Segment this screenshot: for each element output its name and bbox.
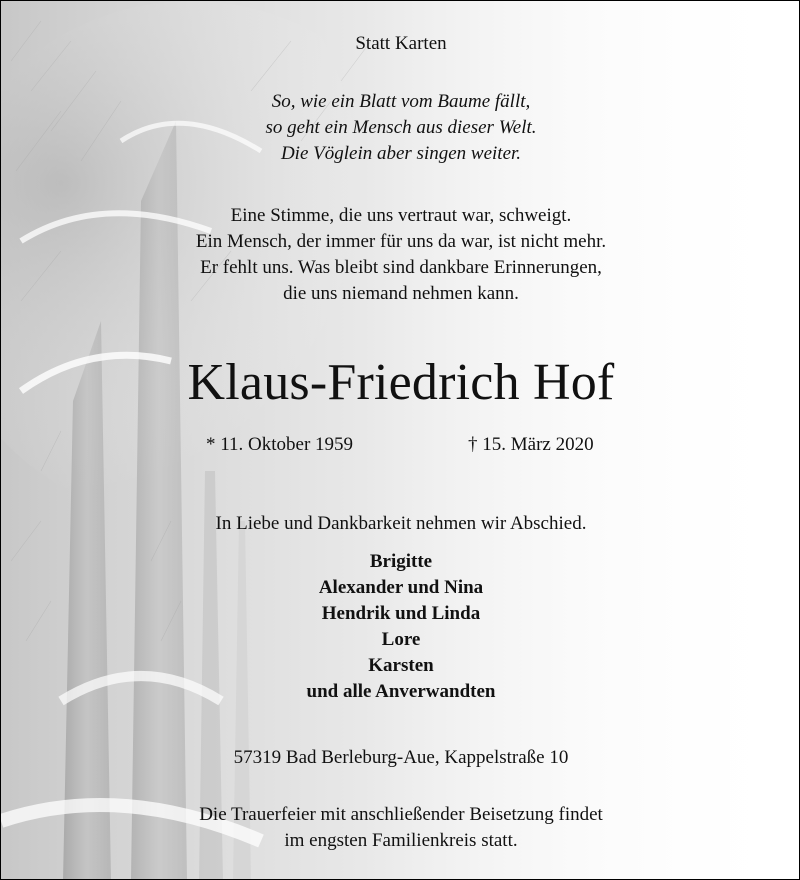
farewell-text: In Liebe und Dankbarkeit nehmen wir Abschied. bbox=[215, 513, 587, 534]
poem-line-1: So, wie ein Blatt vom Baume fällt, bbox=[271, 91, 531, 112]
statt-karten-heading: Statt Karten bbox=[355, 33, 447, 54]
birth-date: * 11. Oktober 1959 bbox=[206, 434, 354, 455]
mourner-name: Alexander und Nina bbox=[318, 577, 484, 598]
ceremony-line-2: im engsten Familienkreis statt. bbox=[284, 830, 518, 851]
verse-line-2: Ein Mensch, der immer für uns da war, ist nicht mehr. bbox=[195, 231, 607, 252]
mourner-name: und alle Anverwandten bbox=[306, 681, 496, 702]
obituary-content bbox=[1, 1, 800, 880]
mourner-name: Lore bbox=[381, 629, 421, 650]
mourner-name: Karsten bbox=[368, 655, 434, 676]
address: 57319 Bad Berleburg-Aue, Kappelstraße 10 bbox=[233, 747, 569, 768]
poem-line-3: Die Vöglein aber singen weiter. bbox=[280, 143, 522, 164]
verse-line-1: Eine Stimme, die uns vertraut war, schweigt. bbox=[230, 205, 572, 226]
mourner-name: Hendrik und Linda bbox=[321, 603, 481, 624]
verse-line-4: die uns niemand nehmen kann. bbox=[283, 283, 519, 304]
ceremony-line-1: Die Trauerfeier mit anschließender Beisetzung findet bbox=[199, 804, 603, 825]
death-date: † 15. März 2020 bbox=[468, 434, 594, 455]
deceased-name: Klaus-Friedrich Hof bbox=[187, 354, 615, 411]
mourner-name: Brigitte bbox=[369, 551, 433, 572]
verse-line-3: Er fehlt uns. Was bleibt sind dankbare Erinnerungen, bbox=[200, 257, 602, 278]
poem-line-2: so geht ein Mensch aus dieser Welt. bbox=[265, 117, 537, 138]
